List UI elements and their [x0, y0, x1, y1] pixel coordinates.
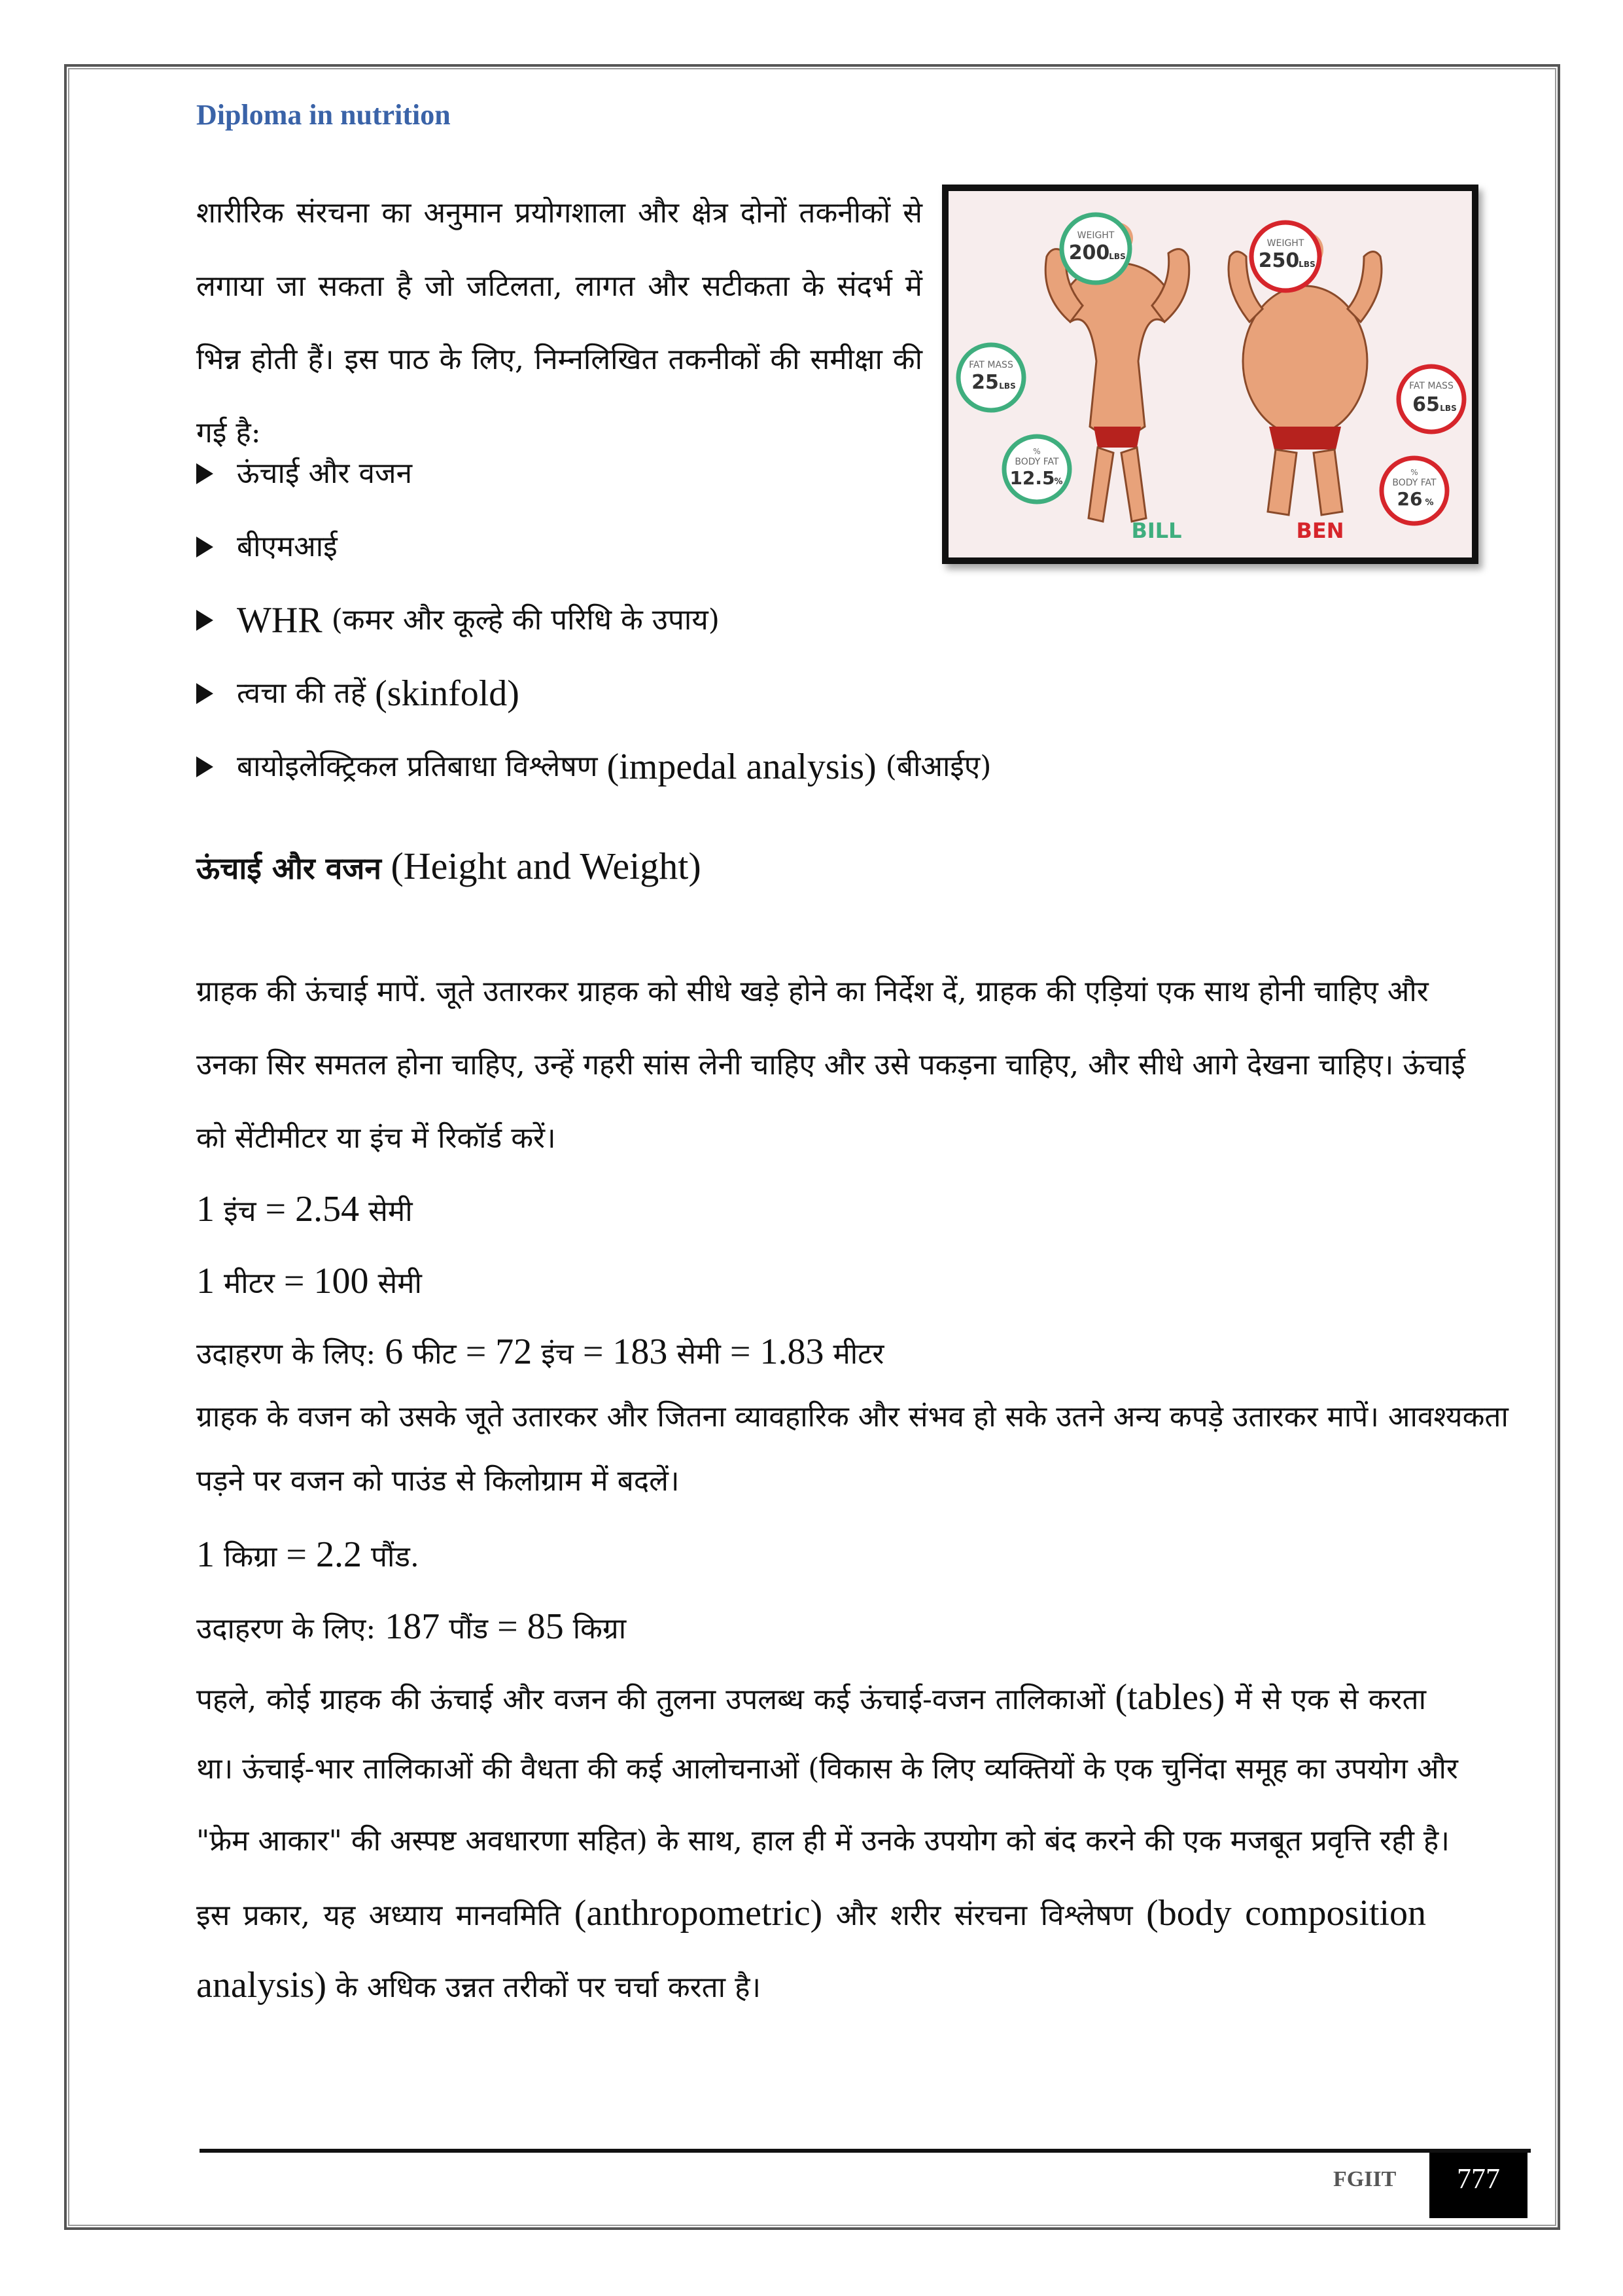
section-heading: ऊंचाई और वजन (Height and Weight): [196, 845, 701, 887]
arrow-bullet-icon: [196, 463, 213, 484]
arrow-bullet-icon: [196, 683, 213, 704]
bill-fat-mass-badge: [958, 345, 1024, 410]
svg-text:LBS: LBS: [1109, 252, 1126, 261]
list-item: बीएमआई: [196, 510, 991, 584]
conversion-meter: 1 मीटर = 100 सेमी: [196, 1261, 422, 1301]
ben-body-fat-badge: [1382, 458, 1447, 523]
svg-text:FAT MASS: FAT MASS: [1409, 381, 1454, 391]
svg-text:65: 65: [1412, 393, 1440, 416]
page-number: 777: [1429, 2153, 1527, 2218]
svg-text:WEIGHT: WEIGHT: [1077, 230, 1115, 241]
svg-text:%: %: [1425, 498, 1434, 508]
list-item: बायोइलेक्ट्रिकल प्रतिबाधा विश्लेषण (impedal analysis) (बीआईए): [196, 730, 991, 804]
para1-line1: ग्राहक की ऊंचाई मापें. जूते उतारकर ग्राहक को सीधे खड़े होने का निर्देश दें, ग्राहक की एड़ियां एक साथ होनी चाहिए और: [196, 975, 1429, 1008]
svg-text:200: 200: [1068, 241, 1110, 264]
ben-label: BEN: [1296, 518, 1344, 543]
svg-text:12.5: 12.5: [1009, 467, 1055, 489]
height-example: उदाहरण के लिए: 6 फीट = 72 इंच = 183 सेमी = 1.83 मीटर: [196, 1332, 884, 1372]
list-item: WHR (कमर और कूल्हे की परिधि के उपाय): [196, 584, 991, 657]
para3-line2: था। ऊंचाई-भार तालिकाओं की वैधता की कई आलोचनाओं (विकास के लिए व्यक्तियों के एक चुनिंदा समूह का उपयोग और: [196, 1752, 1458, 1786]
svg-text:LBS: LBS: [1299, 260, 1316, 269]
para3-line1: पहले, कोई ग्राहक की ऊंचाई और वजन की तुलना उपलब्ध कई ऊंचाई-वजन तालिकाओं (tables) में से एक से करता: [196, 1677, 1426, 1718]
list-item: ऊंचाई और वजन: [196, 437, 991, 510]
svg-text:%: %: [1033, 447, 1041, 456]
conversion-inch: 1 इंच = 2.54 सेमी: [196, 1189, 413, 1229]
para2-line2: पड़ने पर वजन को पाउंड से किलोग्राम में बदलें।: [196, 1464, 680, 1498]
svg-text:250: 250: [1258, 249, 1300, 272]
weight-example: उदाहरण के लिए: 187 पौंड = 85 किग्रा: [196, 1606, 627, 1647]
para2-line1: ग्राहक के वजन को उसके जूते उतारकर और जितना व्यावहारिक और संभव हो सके उतने अन्य कपड़े उतारकर मापें। आवश्यकता: [196, 1400, 1509, 1434]
running-header: Diploma in nutrition: [196, 99, 451, 131]
svg-text:%: %: [1054, 477, 1063, 487]
para3-line3: "फ्रेम आकार" की अस्पष्ट अवधारणा सहित) के साथ, हाल ही में उनके उपयोग को बंद करने की एक मजबूत प्रवृत्ति रही है।: [196, 1824, 1450, 1858]
svg-text:26: 26: [1397, 488, 1423, 510]
bill-ben-figure: [949, 191, 1472, 557]
svg-text:LBS: LBS: [999, 381, 1016, 391]
bill-label: BILL: [1131, 518, 1182, 543]
svg-text:BODY FAT: BODY FAT: [1392, 478, 1437, 488]
footer-rule: [200, 2149, 1531, 2153]
intro-paragraph: शारीरिक संरचना का अनुमान प्रयोगशाला और क्षेत्र दोनों तकनीकों से लगाया जा सकता है जो जटिलता, लागत और सटीकता के संदर्भ में भिन्न होती हैं। इस पाठ के लिए, निम्नलिखित तकनीकों की समीक्षा की गई है:: [196, 196, 922, 450]
conversion-kg: 1 किग्रा = 2.2 पौंड.: [196, 1534, 419, 1575]
bill-weight-badge: [1062, 215, 1130, 283]
svg-text:BODY FAT: BODY FAT: [1015, 457, 1059, 467]
para1-line2: उनका सिर समतल होना चाहिए, उन्हें गहरी सांस लेनी चाहिए और उसे पकड़ना चाहिए, और सीधे आगे देखना चाहिए। ऊंचाई: [196, 1048, 1465, 1082]
svg-text:%: %: [1410, 468, 1418, 477]
arrow-bullet-icon: [196, 756, 213, 777]
footer-label: FGIIT: [1333, 2167, 1397, 2191]
arrow-bullet-icon: [196, 537, 213, 557]
list-item: त्वचा की तहें (skinfold): [196, 657, 991, 730]
svg-text:WEIGHT: WEIGHT: [1266, 238, 1304, 249]
para3-line5: analysis) के अधिक उन्नत तरीकों पर चर्चा करता है।: [196, 1965, 761, 2005]
svg-text:FAT MASS: FAT MASS: [969, 360, 1013, 370]
para1-line3: को सेंटीमीटर या इंच में रिकॉर्ड करें।: [196, 1122, 556, 1155]
bill-body-fat-badge: [1004, 436, 1070, 502]
ben-fat-mass-badge: [1399, 366, 1464, 432]
para3-line4: इस प्रकार, यह अध्याय मानवमिति (anthropometric) और शरीर संरचना विश्लेषण (body composition: [196, 1893, 1427, 1934]
body-composition-illustration: [942, 185, 1478, 564]
technique-list: [196, 437, 991, 804]
svg-text:LBS: LBS: [1440, 404, 1457, 413]
ben-weight-badge: [1251, 222, 1319, 291]
arrow-bullet-icon: [196, 610, 213, 631]
svg-text:25: 25: [971, 371, 999, 394]
